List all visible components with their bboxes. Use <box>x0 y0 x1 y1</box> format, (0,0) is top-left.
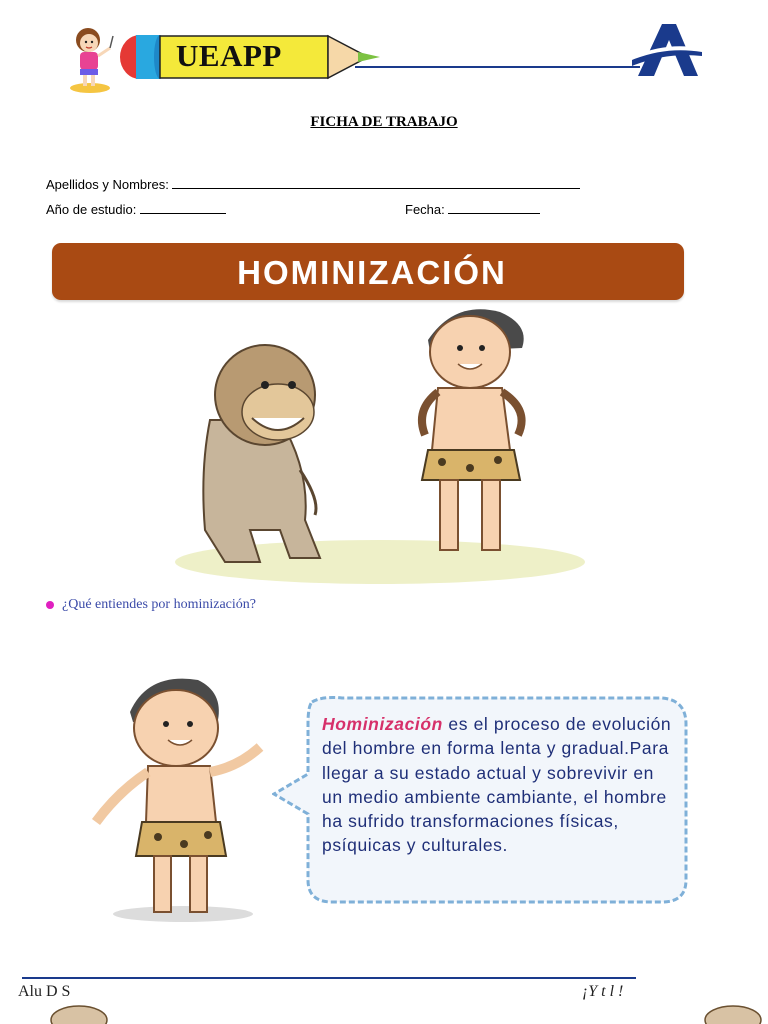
footer-right-text: ¡Y t l ! <box>582 983 624 1000</box>
brand-label: UEAPP <box>176 38 282 73</box>
ape-figure <box>203 345 320 562</box>
footer-rule <box>22 977 636 979</box>
document-title: FICHA DE TRABAJO <box>310 114 458 130</box>
year-blank[interactable] <box>140 201 226 214</box>
pointing-boy-illustration <box>88 672 278 932</box>
names-blank[interactable] <box>172 176 580 189</box>
footer-left-text: Alu D S <box>18 983 71 1000</box>
date-blank[interactable] <box>448 201 540 214</box>
banner-title: HOMINIZACIÓN <box>237 254 507 291</box>
date-label: Fecha: <box>405 202 445 217</box>
definition-body: es el proceso de evolución del hombre en forma lenta y gradual.Para llegar a su estado actual y sobrevivir en un medio ambiente cambiante, el hombre ha sufrido transformaciones físicas, psíquicas y culturales. <box>322 714 672 856</box>
bullet-icon <box>46 601 54 609</box>
names-field <box>46 176 580 192</box>
footer-figure-right-icon <box>698 1002 768 1024</box>
year-label: Año de estudio: <box>46 202 137 217</box>
boy-figure <box>422 309 524 550</box>
date-field <box>405 201 540 217</box>
topic-banner <box>52 243 684 300</box>
year-field <box>46 201 226 217</box>
school-logo-icon <box>632 18 702 78</box>
teacher-girl-icon <box>66 26 114 94</box>
definition-term: Hominización <box>322 714 443 734</box>
question-text: ¿Qué entiendes por hominización? <box>62 597 256 612</box>
question-item <box>46 597 256 613</box>
footer-figure-left-icon <box>44 1002 114 1024</box>
definition-text <box>322 712 672 858</box>
ape-and-boy-illustration <box>170 300 590 585</box>
header-rule <box>355 66 640 68</box>
names-label: Apellidos y Nombres: <box>46 177 169 192</box>
